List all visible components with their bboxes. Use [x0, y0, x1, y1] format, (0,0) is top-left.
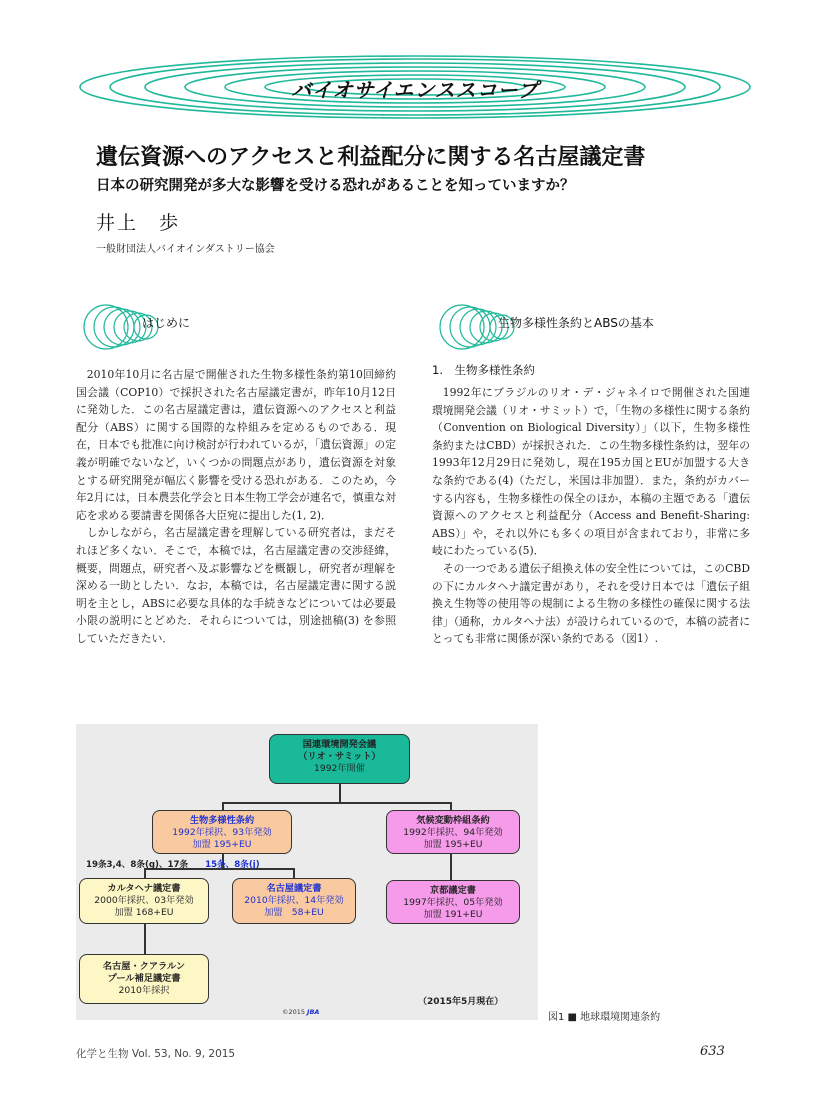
box-un-conference: 国連環境開発会議 （リオ・サミット） 1992年開催: [269, 734, 410, 784]
paragraph: しかしながら，名古屋議定書を理解している研究者は，まだそれほど多くない．そこで，本稿では，名古屋議定書の交渉経緯，概要，問題点，研究者へ及ぶ影響などを概観し，研究者が理解を深める一助としたい．なお，本稿では，名古屋議定書に関する説明を主とし，ABSに必要な具体的な手続きなどについては必要最小限の説明にとどめた．それらについては，別途拙稿(3) を参照していただきたい．: [76, 526, 396, 645]
paragraph: その一つである遺伝子組換え体の安全性については，このCBDの下にカルタヘナ議定書があり，それを受け日本では「遺伝子組換え生物等の使用等の規制による生物の多様性の確保に関する法律」（通称，カルタヘナ法）が設けられているので，本稿の読者にとっても非常に関係が深い条約である（図1）.: [432, 561, 750, 646]
article-title: 遺伝資源へのアクセスと利益配分に関する名古屋議定書: [96, 145, 646, 170]
figure-asof: （2015年5月現在）: [418, 997, 504, 1007]
paragraph: 1992年にブラジルのリオ・デ・ジャネイロで開催された国連環境開発会議（リオ・サミット）で，「生物の多様性に関する条約（Convention on Biological Diversity）」（以下，生物多様性条約またはCBD）が採択された．この生物多様性条約は，翌年の1993年12月29日に発効し，現在195カ国とEUが加盟する大きな条約である(4)（ただし，米国は非加盟）．また，条約がカバーする内容も，生物多様性の保全のほか，本稿の主題である「遺伝資源へのアクセスと利益配分（Access and Benefit-Sharing: ABS）」や，それ以外にも多くの項目が含まれており，非常に多岐にわたっている(5)．: [432, 386, 750, 558]
box-cartagena: カルタヘナ議定書 2000年採択、03年発効 加盟 168+EU: [79, 878, 209, 924]
article-subtitle: 日本の研究開発が多大な影響を受ける恐れがあることを知っていますか？: [96, 178, 575, 194]
subsection-heading: 1. 生物多様性条約: [432, 363, 535, 377]
abs-body: [432, 384, 750, 648]
box-nagoya-kl: 名古屋・クアラルン プール補足議定書 2010年採択: [79, 954, 209, 1004]
connector-line: [339, 784, 341, 802]
section-heading-abs: 生物多様性条約とABSの基本: [498, 316, 654, 330]
box-kyoto: 京都議定書 1997年採択、05年発効 加盟 191+EU: [386, 880, 520, 924]
footer-journal: 化学と生物 Vol. 53, No. 9, 2015: [76, 1048, 236, 1060]
author-name: 井上 歩: [96, 212, 181, 234]
article-note: 19条3,4、8条(g)、17条 15条、8条(j): [86, 860, 260, 870]
box-cbd: 生物多様性条約 1992年採択、93年発効 加盟 195+EU: [152, 810, 292, 854]
connector-line: [144, 924, 146, 954]
intro-body: [76, 366, 396, 648]
connector-line: [450, 802, 452, 810]
box-unfccc: 気候変動枠組条約 1992年採択、94年発効 加盟 195+EU: [386, 810, 520, 854]
author-affiliation: 一般財団法人バイオインダストリー協会: [96, 244, 275, 255]
box-nagoya: 名古屋議定書 2010年採択、14年発効 加盟 58+EU: [232, 878, 356, 924]
connector-line: [293, 868, 295, 878]
page-number: 633: [700, 1044, 725, 1059]
section-heading-intro: はじめに: [142, 316, 191, 330]
paragraph: 2010年10月に名古屋で開催された生物多様性条約第10回締約国会議（COP10）で採択された名古屋議定書が，昨年10月12日に発効した．この名古屋議定書は，遺伝資源へのアクセスと利益配分（ABS）に関する国際的な枠組みを定めるものである．現在，日本でも批准に向け検討が行われているが，「遺伝資源」の定義が明確でないなど，いくつかの問題点があり，遺伝資源を対象とする研究開発が幅広く影響を受ける恐れがある．このため，今年2月には，日本農芸化学会と日本生物工学会が連名で，慎重な対応を求める要請書を関係各大臣宛に提出した(1, 2)．: [76, 368, 396, 522]
connector-line: [222, 802, 451, 804]
figure-caption: 図1 ■ 地球環境関連条約: [548, 1012, 661, 1023]
figure-copyright: ©2015 JBA: [282, 1008, 320, 1016]
connector-line: [450, 854, 452, 880]
banner-title: バイオサイエンススコープ: [291, 78, 539, 102]
connector-line: [222, 802, 224, 810]
